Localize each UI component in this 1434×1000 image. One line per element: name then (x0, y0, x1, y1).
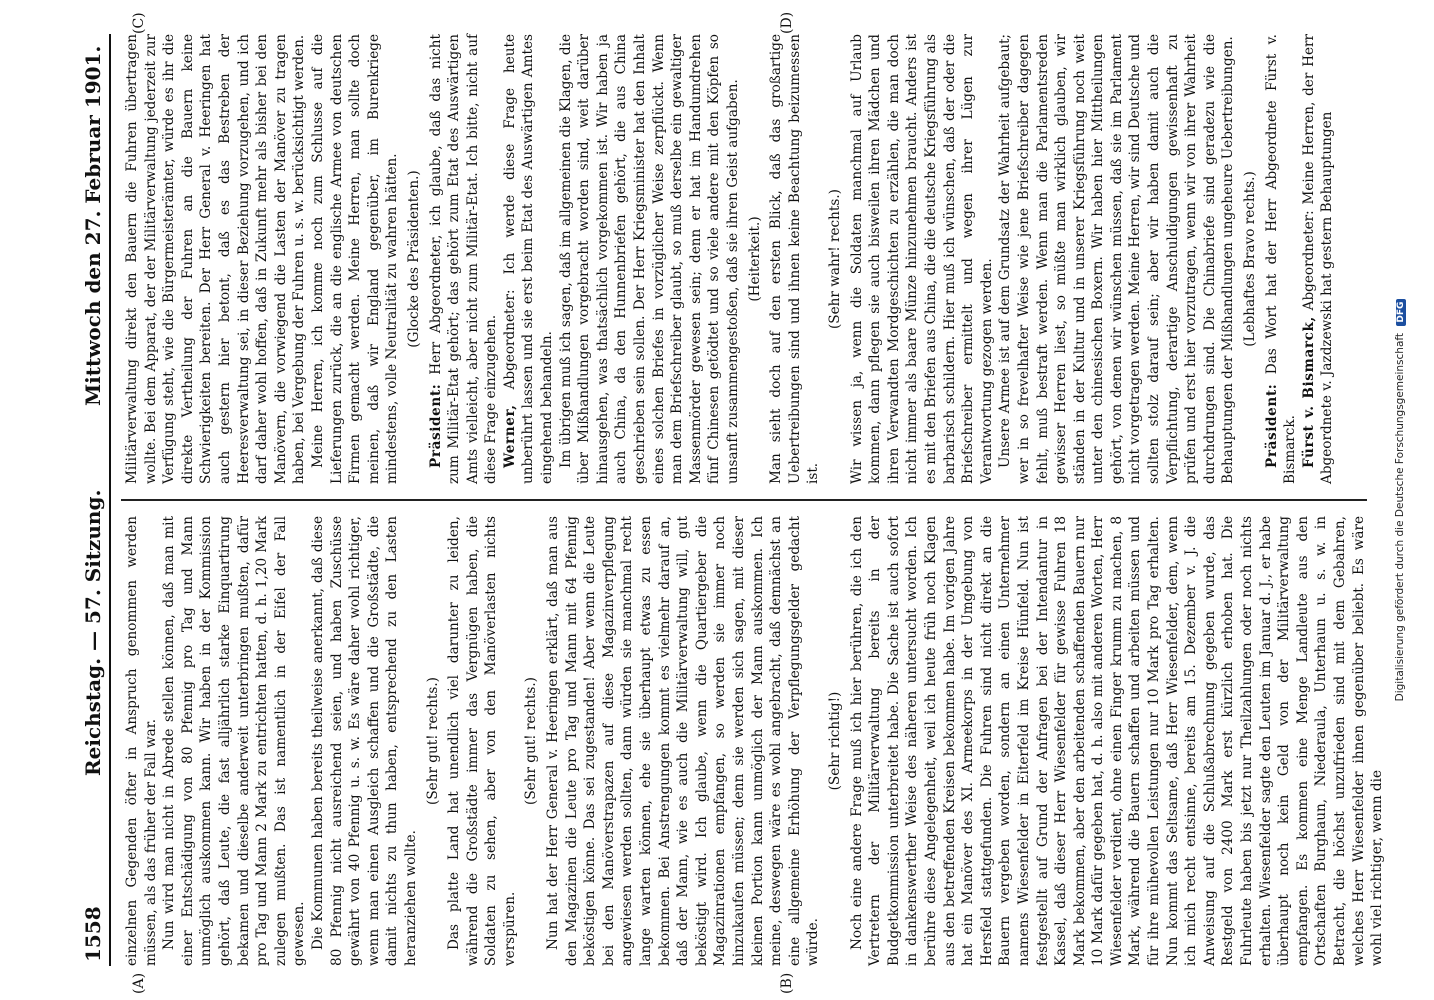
interjection: (Glocke des Präsidenten.) (405, 170, 422, 348)
body-paragraph: einzelnen Gegenden öfter in Anspruch genommen werden müssen, als das früher der Fall war. (124, 516, 159, 966)
interjection: (Heiterkeit.) (746, 216, 763, 302)
interjection: (Sehr richtig!) (826, 691, 843, 791)
document-page (27, 0, 1407, 1000)
speaker-paragraph (501, 34, 557, 484)
right-column (123, 34, 1373, 484)
body-paragraph: Nun hat der Herr General v. Heeringen erklärt, daß man aus den Magazinen die Leute pro Tag und Mann mit 64 Pfennig beköstigen könne. Das sei zugestanden! Aber wenn die Leute bei den Manöverstrapazen auf diese Magazinverpflegung angewiesen werden sollten, dann würden sie manchmal recht lange warten können, ehe sie überhaupt etwas zu essen bekommen. Bei Anstrengungen kommt es vielmehr darauf an, daß der Mann, wie es auch die Militärverwaltung will, gut beköstigt wird. Ich glaube, wenn die Quartiergeber die Magazinrationen empfangen, so werden sie immer noch hinzukaufen müssen; denn sie werden sich sagen, mit dieser kleinen Portion kann unmöglich der Mann auskommen. Ich meine, deswegen wäre es wohl angebracht, daß demnächst an eine allgemeine Erhöhung der Verpflegungsgelder gedacht würde. (545, 516, 822, 966)
margin-marker-d: (D) (779, 11, 795, 34)
speaker-paragraph (427, 34, 501, 484)
speech-text: Das Wort hat der Herr Abgeordnete Fürst v. Bismarck. (1263, 34, 1299, 484)
speaker-name: Präsident: (1263, 383, 1280, 468)
body-paragraph: Wir wissen ja, wenn die Soldaten manchmal auf Urlaub kommen, dann pflegen sie auch bisweilen ihren Mädchen und ihren Verwandten Mordgeschichten zu erzählen, die man doch nicht immer als baare Münze hinzunehmen braucht. Anders ist es mit den Briefen aus China, die die deutsche Kriegsführung als barbarisch schildern. Hier muß ich wünschen, daß der oder die Briefschreiber ermittelt und wegen ihrer Lügen zur Verantwortung gezogen werden. (848, 34, 995, 484)
running-head-right: Mittwoch den 27. Februar 1901. (81, 45, 105, 406)
speech-text: Abgeordneter: Meine Herren, der Herr Abgeordnete v. Jazdzewski hat gestern Behauptungen (1300, 34, 1336, 484)
running-head-left: Reichstag. — 57. Sitzung. (81, 489, 105, 776)
body-paragraph: Das platte Land hat unendlich viel darunter zu leiden, während die Großstädte immer das Vergnügen haben, die Soldaten zu sehen, aber von den Manöverlasten nichts verspüren. (446, 516, 518, 966)
speech-text: Herr Abgeordneter, ich glaube, daß das nicht zum Militär-Etat gehört; das gehört zum Etat des Auswärtigen Amts vielleicht, aber nicht zum Militär-Etat. Ich bitte, nicht auf diese Frage einzugehen. (427, 34, 500, 484)
credit-text: Digitalisierung gefördert durch die Deutsche Forschungsgemeinschaft (1394, 332, 1406, 702)
left-column (123, 516, 1386, 966)
margin-marker-c: (C) (131, 12, 147, 34)
speaker-paragraph (1263, 34, 1300, 484)
body-paragraph: Militärverwaltung direkt den Bauern die Fuhren übertragen wollte. Bei dem Apparat, der der Militärverwaltung jederzeit zur Verfügung steht, wie die Bürgermeisterämter, würde es ihr die direkte Vertheilung der Fuhren an die Bauern keine Schwierigkeiten bereiten. Der Herr General v. Heeringen hat auch gestern hier betont, daß es das Bestreben der Heeresverwaltung sei, in dieser Beziehung vorzugehen, und ich darf daher wohl hoffen, daß in Zukunft mehr als bisher bei den Manövern, die vorwiegend die Lasten der Manöver zu tragen haben, bei Vergebung der Fuhren u. s. w. berücksichtigt werden. (124, 34, 308, 484)
margin-marker-b: (B) (779, 972, 795, 994)
dfg-logo: DFG (1396, 299, 1406, 326)
body-paragraph: Man sieht doch auf den ersten Blick, daß das großartige Uebertreibungen sind und ihnen keine Beachtung beizumessen ist. (768, 34, 822, 484)
speaker-name: Präsident: (427, 383, 444, 468)
body-paragraph: Nun wird man nicht in Abrede stellen können, daß man mit einer Entschädigung von 80 Pfennig pro Tag und Mann unmöglich auskommen kann. Wir haben in der Kommission gehört, daß Leute, die fast alljährlich starke Einquartirung bekamen und dieselbe anderweit unterbringen mußten, dafür pro Tag und Mann 2 Mark zu entrichten hatten, d. h. 1,20 Mark zulegen mußten. Das ist namentlich in der Eifel der Fall gewesen. (161, 516, 308, 966)
interjection: (Sehr gut! rechts.) (424, 677, 441, 805)
digitization-credit (1394, 0, 1414, 1000)
body-paragraph: Unsere Armee ist auf dem Grundsatz der Wahrheit aufgebaut; wer in so frevelhafter Weise wie jene Briefschreiber dagegen fehlt, muß bestraft werden. Wenn man die Parlamentsreden gewisser Herren liest, so müßte man wirklich glauben, wir ständen in der Kultur und in unserer Kriegsführung noch weit unter den chinesischen Boxern. Wir haben hier Mittheilungen gehört, von denen wir wünschen müssen, daß sie im Parlament nicht vorgetragen werden. Meine Herren, wir sind Deutsche und sollten stolz darauf sein; aber wir haben damit auch die Verpflichtung, derartige Anschuldigungen gewissenhaft zu prüfen und erst hier vorzutragen, wenn wir von ihrer Wahrheit durchdrungen sind. Die Chinabriefe sind geradezu wie die Behauptungen der Mißhandlungen ungeheure Uebertreibungen. (997, 34, 1237, 484)
speaker-name: Fürst v. Bismarck, (1300, 316, 1317, 468)
speaker-paragraph (1300, 34, 1337, 484)
body-paragraph: Die Kommunen haben bereits theilweise anerkannt, daß diese 80 Pfennig nicht ausreichend seien, und haben Zuschüsse gewährt von 40 Pfennig u. s. w. Es wäre daher wohl richtiger, wenn man einen Ausgleich schaffen und die Großstädte, die damit nichts zu thun haben, entsprechend zu den Lasten heranziehen wollte. (309, 516, 419, 966)
margin-marker-a: (A) (131, 972, 147, 994)
body-paragraph: Im übrigen muß ich sagen, daß im allgemeinen die Klagen, die über Mißhandlungen vorgebracht worden sind, weit darüber hinausgehen, was thatsächlich vorgekommen ist. Wir haben ja auch China, da den Hunnenbriefen gehört, die aus China geschrieben sein sollen. Der Herr Kriegsminister hat den Inhalt eines solchen Briefes in vorzüglicher Weise zerpflückt. Wenn man dem Briefschreiber glaubt, so muß derselbe ein gewaltiger Massenmörder gewesen sein; denn er hat im Handumdrehen fünf Chinesen getödtet und so viele andere mit den Köpfen so unsanft zusammengestoßen, daß sie ihren Geist aufgaben. (557, 34, 741, 484)
speech-text: Abgeordneter: Ich werde diese Frage heute unberührt lassen und sie erst beim Etat des Auswärtigen Amtes eingehend behandeln. (501, 33, 556, 484)
page-header (75, 34, 111, 966)
column-divider (121, 499, 1367, 501)
interjection: (Sehr gut! rechts.) (523, 677, 540, 805)
page-number: 1558 (81, 906, 105, 962)
interjection: (Sehr wahr! rechts.) (826, 189, 843, 329)
speaker-name: Werner, (501, 404, 518, 468)
body-paragraph: Meine Herren, ich komme noch zum Schlusse auf die Lieferungen zurück, die an die englische Armee von deutschen Firmen gemacht werden. Meine Herren, man sollte doch meinen, daß wir England gegenüber, im Burenkriege mindestens, volle Neutralität zu wahren hätten. (309, 34, 401, 484)
interjection: (Lebhaftes Bravo rechts.) (1242, 171, 1259, 347)
body-paragraph: Noch eine andere Frage muß ich hier berühren, die ich den Vertretern der Militärverwaltung bereits in der Budgetkommission unterbreitet habe. Die Sache ist auch sofort in dankenswerther Weise des näheren untersucht worden. Ich berühre diese Angelegenheit, weil ich heute früh noch Klagen aus den betreffenden Kreisen bekommen habe. Im vorigen Jahre hat ein Manöver des XI. Armeekorps in der Umgebung von Hersfeld stattgefunden. Die Fuhren sind nicht direkt an die Bauern vergeben worden, sondern an einen Unternehmer namens Wiesenfelder in Eiterfeld im Kreise Hünfeld. Nun ist festgestellt auf Grund der Anfragen bei der Intendantur in Kassel, daß dieser Herr Wiesenfelder für gewisse Fuhren 18 Mark bekommen, aber den arbeitenden schaffenden Bauern nur 10 Mark dafür gegeben hat, d. h. also mit anderen Worten, Herr Wiesenfelder verdient, ohne einen Finger krumm zu machen, 8 Mark, während die Bauern schaffen und arbeiten müssen und für ihre mühevollen Leistungen nur 10 Mark pro Tag erhalten. Nun kommt das Seltsame, daß Herr Wiesenfelder, dem, wenn ich mich recht entsinne, bereits am 15. Dezember v. J. die Anweisung auf die Schlußabrechnung gegeben wurde, das Restgeld von 2400 Mark erst kürzlich erhoben hat. Die Fuhrleute haben bis jetzt nur Theilzahlungen oder noch nichts erhalten. Wiesenfelder sagte den Leuten im Januar d. J., er habe überhaupt noch kein Geld von der Militärverwaltung empfangen. Es kommen eine Menge Landleute aus den Ortschaften Burghaun, Niederaula, Unterhaun u. s. w. in Betracht, die höchst unzufrieden sind mit dem Gebahren, welches Herr Wiesenfelder ihnen gegenüber beliebt. Es wäre wohl viel richtiger, wenn die (848, 516, 1386, 966)
